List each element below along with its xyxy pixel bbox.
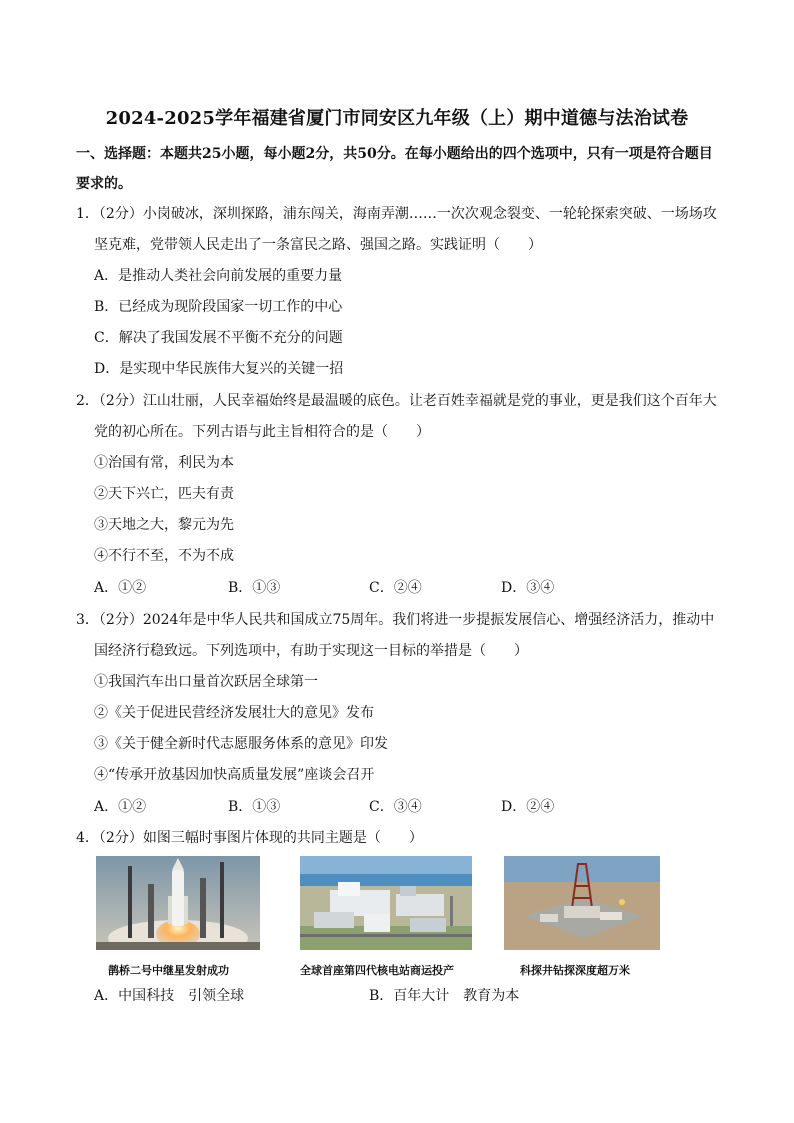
caption-rocket: 鹊桥二号中继星发射成功 <box>108 964 229 977</box>
section-heading-line2: 要求的。 <box>76 176 132 192</box>
q3-stem-line1: 3．（2分）2024年是中华人民共和国成立75周年。我们将进一步提振发展信心、增强经济活力，推动中 <box>76 612 715 628</box>
q2-stem-line1: 2．（2分）江山壮丽，人民幸福始终是最温暖的底色。让老百姓幸福就是党的事业，更是我们这个百年大 <box>76 393 717 409</box>
caption-drilling: 科探井钻探深度超万米 <box>520 964 630 977</box>
q3-stem-line2: 国经济行稳致远。下列选项中，有助于实现这一目标的举措是（ ） <box>94 643 528 659</box>
q1-stem-line2: 坚克难，党带领人民走出了一条富民之路、强国之路。实践证明（ ） <box>94 237 542 253</box>
q2-option-b[interactable]: B．①③ <box>228 580 281 596</box>
q2-option-d[interactable]: D．③④ <box>501 580 555 596</box>
q2-item-3: ③天地之大，黎元为先 <box>94 517 234 533</box>
q2-item-4: ④不行不至，不为不成 <box>94 548 234 564</box>
q4-option-b[interactable]: B．百年大计 教育为本 <box>369 988 520 1004</box>
q3-item-4: ④“传承开放基因加快高质量发展”座谈会召开 <box>94 767 375 783</box>
q3-item-2: ②《关于促进民营经济发展壮大的意见》发布 <box>94 705 374 721</box>
q1-option-d[interactable]: D．是实现中华民族伟大复兴的关键一招 <box>94 361 344 377</box>
q2-item-1: ①治国有常，利民为本 <box>94 455 234 471</box>
drilling-well-image <box>504 856 660 950</box>
q2-stem-line2: 党的初心所在。下列古语与此主旨相符合的是（ ） <box>94 424 430 440</box>
q4-option-a[interactable]: A．中国科技 引领全球 <box>94 988 245 1004</box>
q2-option-c[interactable]: C．②④ <box>369 580 422 596</box>
q3-item-1: ①我国汽车出口量首次跃居全球第一 <box>94 674 318 690</box>
q1-stem-line1: 1．（2分）小岗破冰，深圳探路，浦东闯关，海南弄潮……一次次观念裂变、一轮轮探索突破、一场场攻 <box>76 206 717 222</box>
q3-option-a[interactable]: A．①② <box>94 799 147 815</box>
caption-nuclear: 全球首座第四代核电站商运投产 <box>300 964 454 977</box>
q1-option-b[interactable]: B．已经成为现阶段国家一切工作的中心 <box>94 299 343 315</box>
section-heading-line1: 一、选择题：本题共25小题，每小题2分，共50分。在每小题给出的四个选项中，只有一项是符合题目 <box>76 146 713 162</box>
rocket-launch-image <box>96 856 260 950</box>
q1-option-a[interactable]: A．是推动人类社会向前发展的重要力量 <box>94 268 343 284</box>
q3-option-d[interactable]: D．②④ <box>501 799 555 815</box>
q3-item-3: ③《关于健全新时代志愿服务体系的意见》印发 <box>94 736 388 752</box>
q4-stem-line1: 4．（2分）如图三幅时事图片体现的共同主题是（ ） <box>76 830 423 846</box>
q2-item-2: ②天下兴亡，匹夫有责 <box>94 486 234 502</box>
q2-option-a[interactable]: A．①② <box>94 580 147 596</box>
page-title: 2024-2025学年福建省厦门市同安区九年级（上）期中道德与法治试卷 <box>105 108 689 129</box>
q1-option-c[interactable]: C．解决了我国发展不平衡不充分的问题 <box>94 330 343 346</box>
q3-option-c[interactable]: C．③④ <box>369 799 422 815</box>
q3-option-b[interactable]: B．①③ <box>228 799 281 815</box>
nuclear-plant-image <box>300 856 472 950</box>
